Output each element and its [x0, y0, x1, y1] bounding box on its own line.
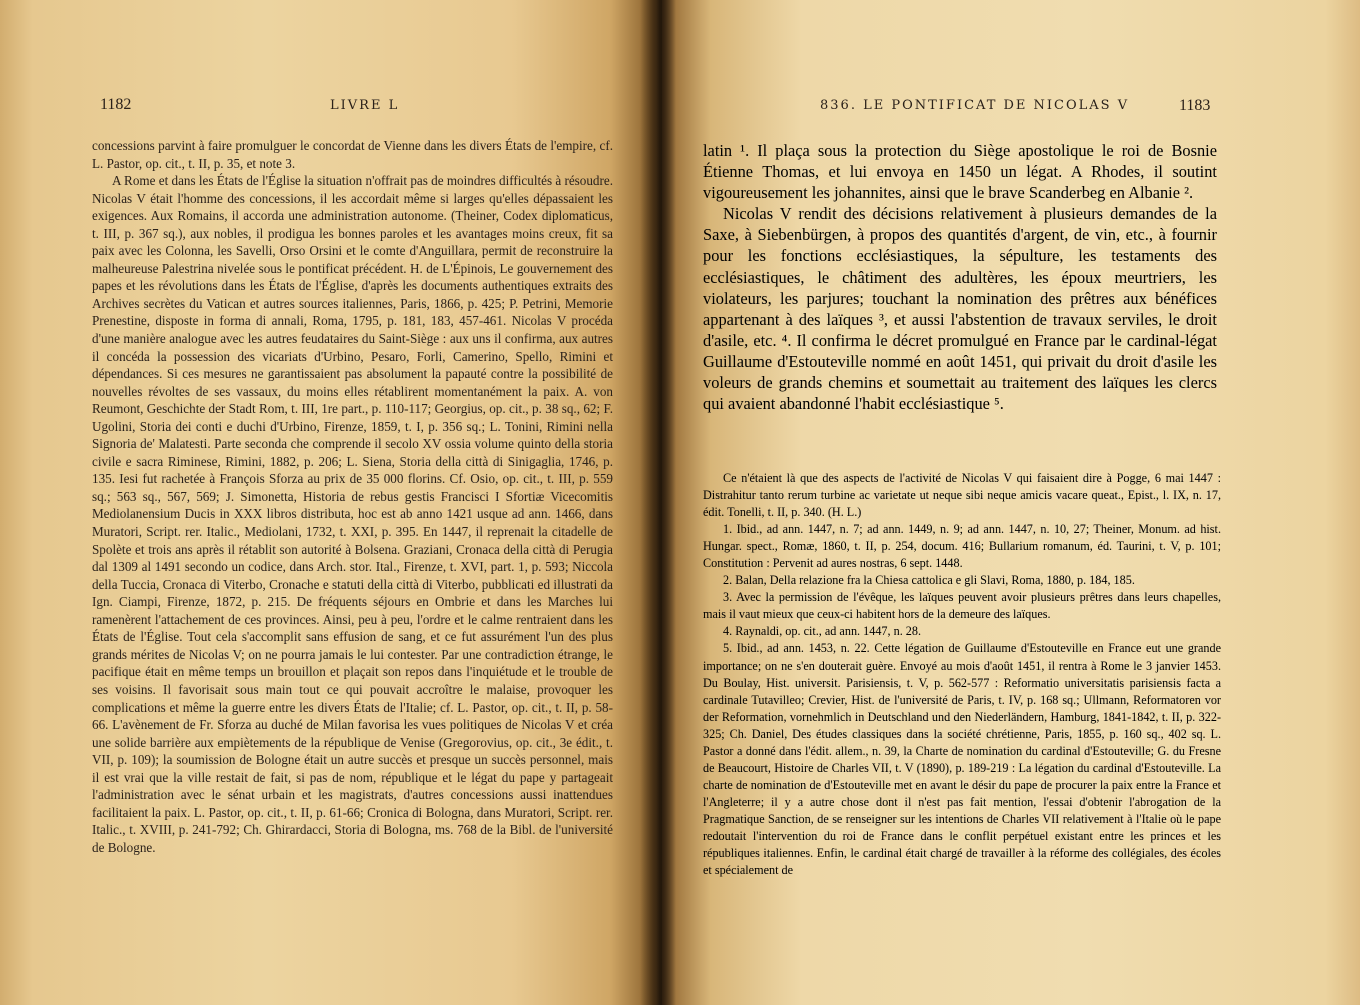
right-page-number: 1183: [1179, 97, 1211, 114]
footnote-3: 3. Avec la permission de l'évêque, les laïques peuvent avoir plusieurs prêtres dans leurs chapelles, mais il vaut mieux que ceux-ci habitent hors de la demeure des laïques.: [703, 590, 1221, 622]
footnote-1: 1. Ibid., ad ann. 1447, n. 7; ad ann. 1449, n. 9; ad ann. 1447, n. 10, 27; Theiner, Monum. ad hist. Hungar. spect., Romæ, 1860, t. II, p. 254, docum. 416; Bullarium romanum, éd. Taurini, t. V, p. 101; Constitution : Pervenit ad aures nostras, 6 sept. 1448.: [703, 522, 1221, 571]
footnote-intro: Ce n'étaient là que des aspects de l'activité de Nicolas V qui faisaient dire à Pogge, 6 mai 1447 : Distrahitur tanto rerum turbine ac varietate ut neque sibi neque amicis vacare queat., Epist., l. IX, n. 17, édit. Tonelli, t. II, p. 340. (H. L.): [703, 471, 1221, 520]
right-running-head: 836. LE PONTIFICAT DE NICOLAS V: [820, 98, 1130, 113]
right-footnotes: [703, 470, 1221, 879]
footnote-2: 2. Balan, Della relazione fra la Chiesa cattolica e gli Slavi, Roma, 1880, p. 184, 185.: [723, 573, 1135, 588]
right-main-paragraph-2: Nicolas V rendit des décisions relativement à plusieurs demandes de la Saxe, à Siebenbürgen, à propos des quantités d'argent, de vin, etc., à fournir pour les fonctions ecclésiastiques, la sépulture, les testaments des ecclésiastiques, le châtiment des adultères, les époux meurtriers, les violateurs, les parjures; touchant la nomination des prêtres aux bénéfices appartenant à des laïques ³, et aussi l'abstention de travaux serviles, le droit d'asile, etc. ⁴. Il confirma le décret promulgué en France par le cardinal-légat Guillaume d'Estouteville nommé en août 1451, qui privait du droit d'asile les voleurs de grands chemins et soumettait au traitement des laïques les clercs qui avaient abandonné l'habit ecclésiastique ⁵.: [703, 204, 1217, 414]
left-page-number: 1182: [100, 96, 132, 113]
right-main-paragraph-1: latin ¹. Il plaça sous la protection du Siège apostolique le roi de Bosnie Étienne Thomas, et lui envoya en 1450 un légat. A Rhodes, il soutint vigoureusement les johannites, ainsi que le brave Scanderbeg en Albanie ².: [703, 141, 1217, 203]
footnote-4: 4. Raynaldi, op. cit., ad ann. 1447, n. 28.: [723, 624, 922, 639]
left-page: [0, 0, 656, 1005]
left-running-head: LIVRE L: [330, 98, 400, 113]
book-gutter: [640, 0, 676, 1005]
left-paragraph-2: A Rome et dans les États de l'Église la situation n'offrait pas de moindres difficultés à résoudre. Nicolas V était l'homme des concessions, il les accordait même si larges qu'elles dépassaient les exigences. Aux Romains, il accorda une administration autonome. (Theiner, Codex diplomaticus, t. III, p. 367 sq.), aux nobles, il prodigua les bonnes paroles et les avantages moins creux, fit sa paix avec les Colonna, les Savelli, Orso Orsini et le comte d'Anguillara, permit de reconstruire la malheureuse Palestrina nivelée sous le pontificat précédent. H. de L'Épinois, Le gouvernement des papes et les révolutions dans les États de l'Église, d'après les documents authentiques extraits des Archives secrètes du Vatican et autres sources italiennes, Paris, 1866, p. 425; P. Petrini, Memorie Prenestine, disposte in forma di annali, Roma, 1795, p. 181, 183, 457-461. Nicolas V procéda d'une manière analogue avec les autres feudataires du Saint-Siège : aux uns il confirma, aux autres il concéda la possession des vicariats d'Urbino, Pesaro, Forli, Camerino, Spello, Rimini et dépendances. Si ces mesures ne garantissaient pas absolument la papauté contre la possibilité de nouvelles révoltes de ses vassaux, du moins elles rétablirent momentanément la paix. A. von Reumont, Geschichte der Stadt Rom, t. III, 1re part., p. 110-117; Georgius, op. cit., p. 38 sq., 62; F. Ugolini, Storia dei conti e duchi d'Urbino, Firenze, 1859, t. I, p. 356 sq.; L. Tonini, Rimini nella Signoria de' Malatesti. Parte seconda che comprende il secolo XV ossia volume quinto della storia civile e sacra Riminese, Rimini, 1882, p. 206; L. Siena, Storia della città di Sinigaglia, 1746, p. 135. Iesi fut rachetée à François Sforza au prix de 35 000 florins. Cf. Osio, op. cit., t. III, p. 559 sq.; 563 sq., 567, 569; J. Simonetta, Historia de rebus gestis Francisci I Sfortiæ Vicecomitis Mediolanensium Ducis in XXX libros distributa, hoc est ab anno 1421 usque ad ann. 1466, dans Muratori, Script. rer. Italic., Mediolani, 1732, t. XXI, p. 395. En 1447, il reprenait la citadelle de Spolète et trois ans après il rétablit son autorité à Bolsena. Graziani, Cronaca della città di Perugia dal 1309 al 1491 secondo un codice, dans Arch. stor. Ital., Firenze, t. XVI, part. 1, p. 593; Niccola della Tuccia, Cronaca di Viterbo, Cronache e statuti della città di Viterbo, pubblicati ed illustrati da Ign. Ciampi, Firenze, 1872, p. 215. De fréquents séjours en Ombrie et dans les Marches lui ramenèrent l'attachement de ces provinces. Ainsi, peu à peu, l'ordre et le calme rentraient dans les États de l'Église. Tout cela s'accomplit sans effusion de sang, et ce fut assurément l'un des plus grands mérites de Nicolas V; on ne pourra jamais le lui contester. Par une contradiction étrange, le pacifique était en même temps un brouillon et plaçait son repos dans l'inquiétude et le trouble de ses voisins. Il favorisait sous main tout ce qui pouvait accroître le malaise, provoquer les complications et même la guerre entre les divers États de l'Italie; cf. L. Pastor, op. cit., t. II, p. 58-66. L'avènement de Fr. Sforza au duché de Milan favorisa les vues politiques de Nicolas V et créa une solide barrière aux empiètements de la république de Venise (Gregorovius, op. cit., 3e édit., t. VII, p. 109); la soumission de Bologne était un autre succès et presque un succès personnel, mais il est vrai que la ville restait de fait, si pas de nom, république et le légat du pape y partageait l'administration avec le sénat urbain et les magistrats, d'autres concessions aussi inattendues facilitaient la paix. L. Pastor, op. cit., t. II, p. 61-66; Cronica di Bologna, dans Muratori, Script. rer. Italic., t. XVIII, p. 241-792; Ch. Ghirardacci, Storia di Bologna, ms. 768 de la Bibl. de l'université de Bologne.: [92, 173, 613, 855]
footnote-5: 5. Ibid., ad ann. 1453, n. 22. Cette légation de Guillaume d'Estouteville en France eut une grande importance; on ne s'en douterait guère. Envoyé au mois d'août 1451, il rentra à Rome le 3 janvier 1453. Du Boulay, Hist. universit. Parisiensis, t. V, p. 562-577 : Reformatio universitatis parisiensis facta a cardinale Tutavilleo; Crevier, Hist. de l'université de Paris, t. IV, p. 168 sq.; Ullmann, Reformatoren vor der Reformation, vornehmlich in Deutschland und den Niederländern, Hamburg, 1841-1842, t. II, p. 322-325; Ch. Daniel, Des études classiques dans la société chrétienne, Paris, 1855, p. 160 sq., 402 sq. L. Pastor a donné dans l'édit. allem., n. 39, la Charte de nomination du cardinal d'Estouteville; G. du Fresne de Beaucourt, Histoire de Charles VII, t. V (1890), p. 189-219 : La légation du cardinal d'Estouteville. La charte de nomination de d'Estouteville met en avant le désir du pape de procurer la paix entre la France et l'Angleterre; il y a autre chose dont il n'est pas fait mention, l'essai d'obtenir l'abrogation de la Pragmatique Sanction, de se renseigner sur les intentions de Charles VII relativement à l'Italie où le pape redoutait l'intervention du roi de France dans le conflit perpétuel existant entre les princes et les républiques italiennes. Enfin, le cardinal était chargé de travailler à la réforme des collégiales, des écoles et spécialement de: [703, 641, 1221, 878]
left-paragraph-1: concessions parvint à faire promulguer le concordat de Vienne dans les divers États de l'empire, cf. L. Pastor, op. cit., t. II, p. 35, et note 3.: [92, 138, 613, 171]
right-main-text: [703, 140, 1217, 414]
left-page-text: [92, 137, 613, 856]
